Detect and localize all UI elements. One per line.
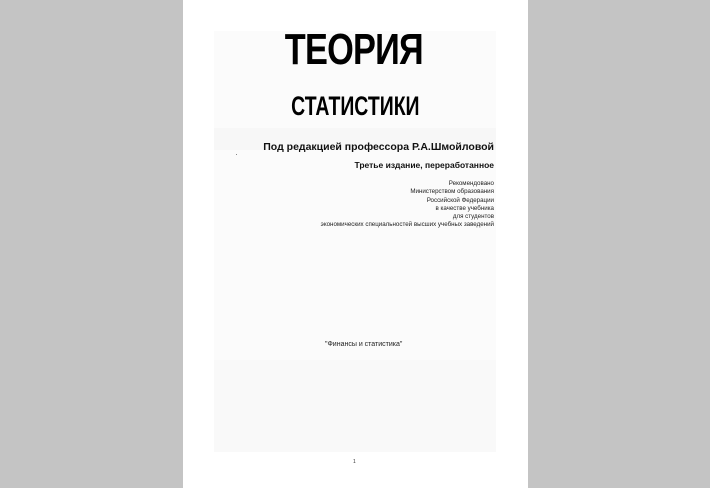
publisher-name: "Финансы и статистика" (325, 341, 403, 348)
scan-speck (236, 154, 237, 155)
book-title: ТЕОРИЯ (284, 25, 423, 74)
document-page (183, 0, 528, 488)
recommendation-line: Российской Федерации (426, 196, 494, 204)
recommendation-line: Рекомендовано (448, 180, 494, 187)
recommendation-block (234, 180, 494, 230)
recommendation-line: в качестве учебника (435, 204, 494, 212)
recommendation-line: для студентов (452, 213, 494, 221)
scan-band (214, 360, 496, 452)
editor-line: Под редакцией профессора Р.А.Шмойловой (263, 141, 494, 153)
recommendation-line: экономических специальностей высших учебных заведений (320, 221, 494, 229)
recommendation-line: Министерством образования (410, 188, 494, 196)
book-subtitle: СТАТИСТИКИ (291, 91, 420, 121)
page-number: 1 (353, 459, 356, 465)
edition-line: Третье издание, переработанное (354, 160, 494, 170)
